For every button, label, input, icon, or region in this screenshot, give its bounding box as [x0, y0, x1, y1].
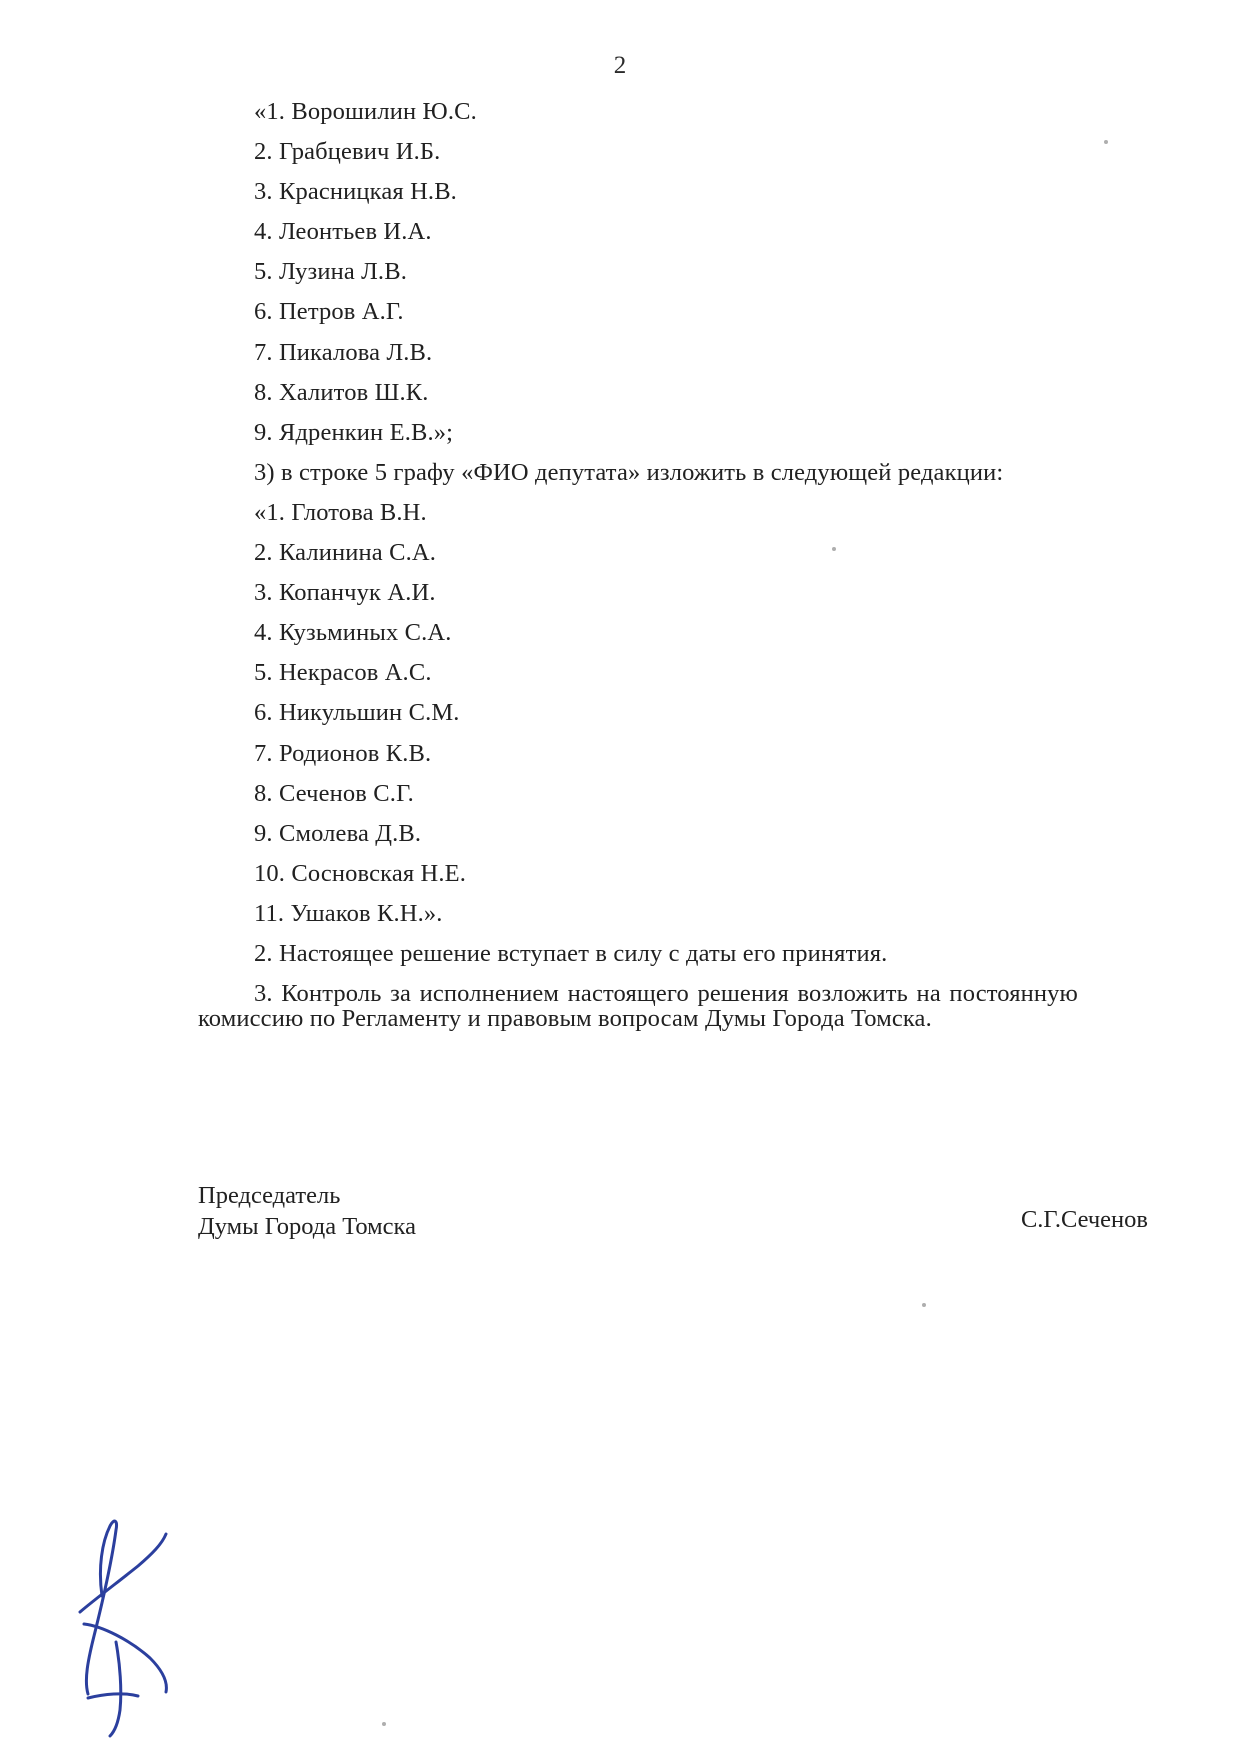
paragraph: 10. Сосновская Н.Е.: [254, 859, 467, 887]
signatory-name: С.Г.Сеченов: [1020, 1206, 1148, 1233]
paragraph: «1. Глотова В.Н.: [254, 498, 427, 526]
paragraph: 5. Лузина Л.В.: [254, 258, 407, 286]
paragraph: 3. Копанчук А.И.: [254, 579, 436, 607]
paragraph: 8. Халитов Ш.К.: [254, 378, 429, 406]
signatory-title-line-1: Председатель: [198, 1182, 341, 1209]
paragraph: 2. Грабцевич И.Б.: [254, 138, 441, 166]
paragraph: 2. Калинина С.А.: [254, 539, 436, 567]
paragraph: 7. Родионов К.В.: [254, 739, 432, 767]
scan-artifact: [922, 1303, 926, 1307]
paragraph: 9. Ядренкин Е.В.»;: [254, 418, 454, 446]
paragraph: 3) в строке 5 графу «ФИО депутата» изложить в следующей редакции:: [254, 458, 1004, 486]
scan-artifact: [832, 547, 836, 551]
paragraph: 3. Красницкая Н.В.: [254, 178, 457, 206]
paragraph: 2. Настоящее решение вступает в силу с даты его принятия.: [254, 939, 888, 967]
scan-artifact: [382, 1722, 386, 1726]
paragraph: 7. Пикалова Л.В.: [254, 338, 433, 366]
paragraph: 11. Ушаков К.Н.».: [254, 899, 443, 927]
handwritten-signature-icon: [58, 1508, 238, 1738]
paragraph: 4. Кузьминых С.А.: [254, 619, 452, 647]
paragraph: 8. Сеченов С.Г.: [254, 779, 414, 807]
signature-block: [198, 1181, 1158, 1242]
page-number: 2: [613, 52, 627, 79]
scan-artifact: [1104, 140, 1108, 144]
paragraph: 4. Леонтьев И.А.: [254, 218, 432, 246]
paragraph: 6. Никульшин С.М.: [254, 699, 460, 727]
paragraph: 9. Смолева Д.В.: [254, 819, 422, 847]
paragraph: 5. Некрасов А.С.: [254, 659, 432, 687]
paragraph: 6. Петров А.Г.: [254, 298, 404, 326]
signatory-title: [198, 1181, 416, 1242]
signatory-title-line-2: Думы Города Томска: [198, 1212, 416, 1240]
paragraph: 3. Контроль за исполнением настоящего решения возложить на постоянную комиссию по Регламенту и правовым вопросам Думы Города Томска.: [198, 980, 1078, 1032]
paragraph: «1. Ворошилин Ю.С.: [254, 98, 477, 125]
document-body: [198, 100, 1078, 1047]
